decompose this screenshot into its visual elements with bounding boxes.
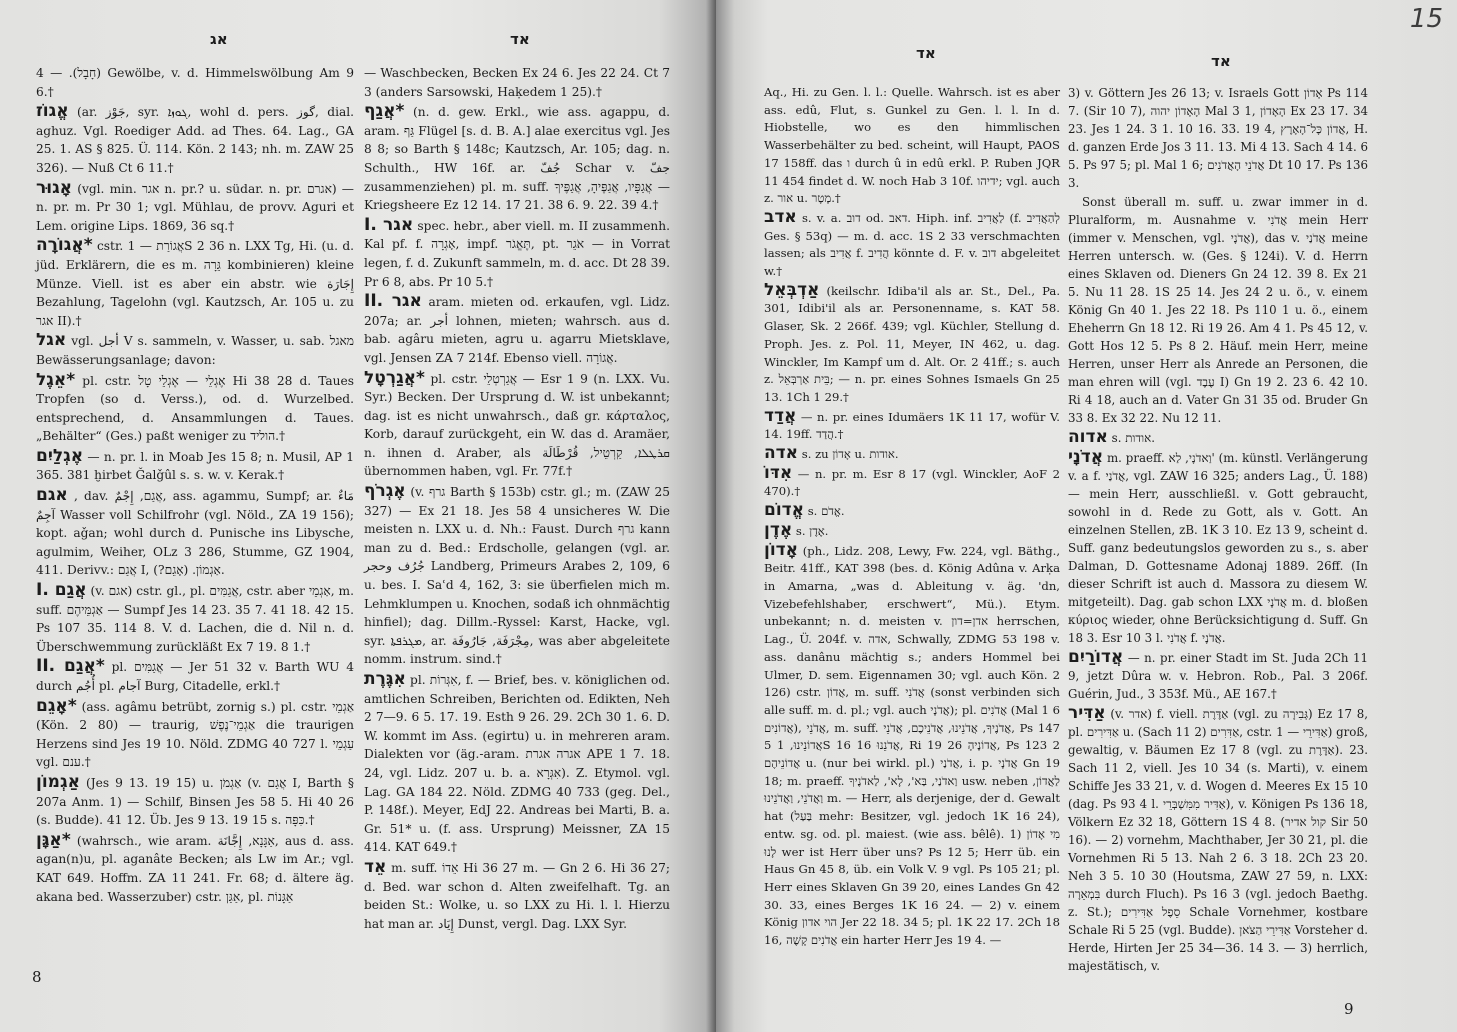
entry-text: — n. pr. eines Idumäers 1K 11 17, wofür V. 14. 19ff. הֲדַד.† xyxy=(764,409,1060,442)
dictionary-entry xyxy=(364,292,670,367)
entry-text: — n. pr. m. Esr 8 17 (vgl. Winckler, AoF 2 470).† xyxy=(764,466,1061,499)
entry-headword: אגם xyxy=(36,485,68,506)
running-head: אד xyxy=(510,30,530,48)
dictionary-entry xyxy=(1068,704,1368,975)
entry-headword: אַדִּיר xyxy=(1068,703,1106,723)
entry-text: — Waschbecken, Becken Ex 24 6. Jes 22 24. Ct 7 3 (anders Sarsowski, Haḳedem 1 25).† xyxy=(364,66,670,99)
entry-headword: אִגֶּרֶת xyxy=(364,669,406,689)
page-number: 9 xyxy=(1344,1000,1354,1018)
dictionary-entry xyxy=(764,462,1061,501)
entry-headword: אֱגוֹז xyxy=(36,101,69,122)
entry-headword: אֱדוֹם xyxy=(764,500,805,521)
dictionary-entry xyxy=(36,447,354,485)
entry-headword: אדוה xyxy=(1068,427,1108,447)
dictionary-entry xyxy=(36,773,354,830)
dictionary-entry xyxy=(1068,193,1368,427)
entry-headword: אֲדַד xyxy=(764,405,797,426)
entry-headword: אֲגַרְטָל* xyxy=(364,367,425,388)
running-head: אד xyxy=(916,44,936,62)
entry-text: (ar. جَوْز, syr. ܓܘܙܐ, wohl d. pers. گوز, dial. aghuz. Vgl. Roediger Add. ad Thes. 64. Lag., GA 25. 1. AS § 825. Ü. 114. Kön. 2 143; nh. m. ZAW 25 326). — Nuß Ct 6 11.† xyxy=(36,105,354,175)
entry-text: s. zu אָדוֹן u. אודות. xyxy=(801,447,899,462)
dictionary-entry xyxy=(36,236,354,330)
entry-text: m. suff. אֵדוֹ Hi 36 27 m. — Gn 2 6. Hi 36 27; d. Bed. war schon d. Alten zweifelhaft. Tg. an beiden St.: Wolke, u. so LXX zu Hi. l. l. Hierzu hat man ar. إِيَاد Dunst, vergl. Dag. LXX Syr. xyxy=(364,860,670,931)
entry-text: (wahrsch., wie aram. אַגָּנָא, إِجَّانَة, aus d. ass. agan(n)u, pl. aganâte Becken; als Lw im Ar.; vgl. KAT 649. Hoffm. ZA 11 241. Fr. 68; d. ältere äg. akana bed. Wasserzuber) cstr. אַגַּן, pl. אַגָּנוֹת xyxy=(36,833,355,904)
dictionary-entry xyxy=(36,102,354,177)
running-head: אג xyxy=(210,30,228,48)
entry-text: s. אֶדֶן. xyxy=(795,523,829,538)
entry-text: s. אודות. xyxy=(1111,431,1155,445)
entry-text: , dav. אֲגַם, إِجْمٌ, ass. agammu, Sumpf; ar. مَاءٌ آجِمٌ Wasser voll Schilfrohr (vgl. Nöld., ZA 19 156); kopt. aǧan; wohl durch d. Punische ins Libysche, agulmim, Weiher, OLz 3 286, Stumme, GZ 1904, 411. Derivv.: אֲגַם I, אַגְמוֹן. (אָגֵם?). xyxy=(36,489,354,578)
entry-headword: אֶדֶן xyxy=(764,519,793,540)
entry-headword: II. אֲגַם* xyxy=(36,656,105,677)
entry-headword: אַגָּן* xyxy=(36,829,71,850)
entry-text: pl. אִגְּרוֹת, f. — Brief, bes. v. königlichen od. amtlichen Schreiben, Berichten od. Edikten, Neh 2 7—9. 6 5. 17. 19. Esth 9 26. 29. 2Ch 30 1. 6. D. W. kommt im Ass. (egirtu) u. in mehreren aram. Dialekten vor (äg.-aram. אגרה אגרת APE 1 7. 18. 24, vgl. Lidz. 207 u. b. a. אִגְּרָא). Z. Etymol. vgl. Lag. GA 184 22. Nöld. ZDMG 40 733 (geg. Del., P. 148f.). Meyer, EdJ 22. Andreas bei Marti, B. a. Gr. 51* u. (f. ass. Ursprung) Meissner, ZA 15 414. KAT 649.† xyxy=(364,673,671,855)
entry-text: 3) v. Göttern Jes 26 13; v. Israels Gott אָדוֹן Ps 114 7. (Sir 10 7), הָאָדוֹן יהוה Mal 3 1, הָאָדוֹן Ex 23 17. 34 23. Jes 1 24. 3 1. 10 16. 33. 19 4, אֲדוֹן כָּל־הָאָרֶץ, H. d. ganzen Erde Jos 3 11. 13. Mi 4 13. Sach 4 14. 6 5. Ps 97 5; pl. Mal 1 6; אֲדֹנֵי הָאֲדֹנִים Dt 10 17. Ps 136 3. xyxy=(1068,86,1368,190)
text-column xyxy=(764,84,1060,951)
entry-headword: אֶגְרֹף xyxy=(364,481,406,502)
dictionary-entry xyxy=(36,581,354,656)
entry-headword: אדה xyxy=(764,443,799,464)
entry-headword: אָגוּר xyxy=(36,177,73,198)
entry-headword: אֲדֹנָי xyxy=(1068,447,1104,467)
entry-text: (vgl. min. אגר n. pr.? u. südar. n. pr. אגרם) — n. pr. m. Pr 30 1; vgl. Mühlau, de provv. Aguri et Lem. origine Lips. 1869, 36 sq.† xyxy=(36,181,354,233)
entry-text: pl. אֲגַמִּים — Jer 51 32 v. Barth WU 4 durch أُجُم pl. آجام Burg, Citadelle, erkl.† xyxy=(36,660,355,693)
dictionary-entry xyxy=(764,502,1060,521)
dictionary-entry xyxy=(36,179,354,236)
text-column xyxy=(36,64,354,907)
dictionary-entry xyxy=(364,102,670,215)
dictionary-entry xyxy=(764,539,1061,950)
dictionary-entry xyxy=(364,369,670,482)
entry-headword: אגל xyxy=(36,330,67,351)
entry-text: (ass. agâmu betrübt, zornig s.) pl. cstr. אַגְמֵי (Kön. 2 80) — traurig, אַגְמֵי־נֶפֶשׁ die traurigen Herzens sind Jes 19 10. Nöld. ZDMG 40 727 l. עַגְמֵי vgl. ענם.† xyxy=(36,699,355,770)
dictionary-entry xyxy=(36,486,354,580)
dictionary-entry xyxy=(364,858,670,933)
entry-text: (n. d. gew. Erkl., wie ass. agappu, d. aram. גַּף Flügel [s. d. B. A.] alae exercitus vgl. Jes 8 8; so Barth § 148c; Kautzsch, Ar. 105; dag. n. Schulth., HW 16f. ar. جُفّ Schar v. جفّ zusammenziehen) pl. m. suff. אֲגַפָּיו, אֲגַפֶּיהָ, אֲגַפֶּיךָ — Kriegsheere Ez 12 14. 17 21. 38 6. 9. 22. 39 4.† xyxy=(364,105,670,213)
dictionary-entry xyxy=(764,279,1060,407)
entry-text: aram. mieten od. erkaufen, vgl. Lidz. 207a; ar. أجر lohnen, mieten; wahrsch. aus d. bab. agâru mieten, agru u. agarru Mietsklave, vgl. Jensen ZA 7 214f. Ebenso viell. אֲגוֹרָה. xyxy=(364,295,671,365)
entry-text: s. אֱדֹם. xyxy=(807,504,845,519)
entry-headword: אֵגֶל* xyxy=(36,369,76,390)
entry-text: s. v. a. דוב od. דאב. Hiph. inf. לַאֲדִיב (f. לְהַאֲדִיב Ges. § 53q) — m. d. acc. 1S 2 33 verschmachten lassen; als אֲדִיב f. הֲדִיב könnte d. F. v. דוב abgeleitet w.† xyxy=(764,210,1060,279)
entry-text: pl. cstr. אֲגַרְטְלֵי — Esr 1 9 (n. LXX. Vu. Syr.) Becken. Der Ursprung d. W. ist unbekannt; dag. ist es nicht unwahrsch., daß gr. κάρταλος, Korb, darauf zurückgeht, ein W. das d. Aramäer, n. ihnen d. Araber, als ܩܪܛܠܐ, קַרְטֵיל, قُرْطَالَة übernommen haben, vgl. Fr. 77f.† xyxy=(364,371,671,479)
entry-headword: אדב xyxy=(764,206,797,227)
entry-headword: I. אֲגַם xyxy=(36,580,87,601)
dictionary-entry xyxy=(764,206,1060,281)
entry-text: m. praeff. וַאדֹנָי, לַא' (m. künstl. Verlängerung v. a f. אֲדֹנַי, vgl. ZAW 16 325; anders Lag., Ü. 188) — mein Herr, ausschließl. v. Gott gebraucht, sowohl in d. Rede zu Gott, als v. Gott. An einzelnen Stellen, zB. 1K 3 10. Ez 13 9, scheint d. Suff. ganz bedeutungslos geworden zu s., s. aber Dalman, D. Gottesname Adonaj 1889. 26ff. (In dieser Schrift ist auch d. Massora zu diesem W. mitgeteilt). Dag. gab schon LXX אֲדֹנָי m. d. bloßen κύριος wieder, ohne Berücksichtigung d. Suff. Gn 18 3. Esr 10 3 l. אֲדֹנִי f. אֲדֹנָי. xyxy=(1068,451,1369,645)
entry-text: (Jes 9 13. 19 15) u. אַגְמֹן (v. אֲגַם I, Barth § 207a Anm. 1) — Schilf, Binsen Jes 58 5. Hi 40 26 (s. Budde). 41 12. Üb. Jes 9 13. 19 15 s. כִּפָּה.† xyxy=(36,775,355,828)
dictionary-entry xyxy=(1068,448,1368,647)
entry-text: pl. cstr. אֶגְלֵי — אֶגְלֵי טָל Hi 38 28 d. Taues Tropfen (so d. Verss.), od. d. Wurzelbed. entsprechend, d. Ansammlungen d. Taues. „Behälter“ (Ges.) paßt weniger zu הוליד.† xyxy=(36,373,355,444)
running-head: אד xyxy=(1211,52,1231,70)
dictionary-entry xyxy=(36,697,354,772)
entry-headword: אֲגַף* xyxy=(364,101,405,122)
dictionary-entry xyxy=(1068,428,1368,447)
entry-text: — n. pr. l. in Moab Jes 15 8; n. Musil, AP 1 365. 381 ḫirbet Ǧalǧûl s. s. w. v. Kerak.† xyxy=(36,449,355,483)
dictionary-entry xyxy=(364,670,670,857)
dictionary-entry xyxy=(36,331,354,369)
entry-headword: אַגְמוֹן xyxy=(36,771,80,792)
dictionary-entry xyxy=(764,84,1060,208)
dictionary-entry xyxy=(764,519,1060,541)
entry-headword: אֲגוֹרָה* xyxy=(36,235,93,256)
entry-headword: אִדּוֹ xyxy=(764,462,793,483)
text-column xyxy=(364,64,670,934)
dictionary-entry xyxy=(36,64,354,101)
entry-text: (v. גרף Barth § 153b) cstr. gl.; m. (ZAW 25 327) — Ex 21 18. Jes 58 4 unsicheres W. Die meisten n. LXX u. d. Nh.: Faust. Durch גרף kann man zu d. Bed.: Erdscholle, gelangen (vgl. ar. جُرُف وحجر Landberg, Primeurs Arabes 2, 109, 6 u. bes. I. Saʿd 4, 162, 3: sie überfielen mich m. Lehmklumpen u. Knochen, sodaß ich ohnmächtig hinfiel); dag. Dillm.-Ryssel: Karst, Hacke, vgl. syr. ܡܓܪܦܬܐ, ar. مِجْرَفَة, جَارُوفَة, was aber abgeleitete nomm. instrum. sind.† xyxy=(364,485,671,667)
entry-text: cstr. אֲגוֹרַת — 1S 2 36 n. LXX Tg, Hi. (u. d. jüd. Erklärern, die es m. גֵּרָה kombinieren) kleine Münze. Viell. ist es aber ein abstr. wie إِجَارَة Bezahlung, Tagelohn (vgl. Kautzsch, Ar. 105 u. zu אגר II).† xyxy=(36,239,355,328)
dictionary-entry xyxy=(364,482,670,669)
dictionary-entry xyxy=(1068,648,1368,703)
entry-headword: אֲדוֹרַיִם xyxy=(1068,647,1124,667)
entry-headword: אַדְבְּאֵל xyxy=(764,279,820,300)
entry-text: Sonst überall m. suff. u. zwar immer in d. Pluralform, m. Ausnahme v. אֲדֹנִי mein Herr (immer v. Menschen, vgl. אֲדֹנָי), das v. אֲדֹנַי meine Herren untersch. w. (Ges. § 124i). V. d. Herrn eines Sklaven od. Dieners Gn 24 12. 39 8. Ex 21 5. Nu 11 28. 1S 25 14. Jes 24 2 u. ö., v. einem König Gn 40 1. Jes 22 18. Ps 110 1 u. ö., einem Eheherrn Gn 18 12. Ri 19 26. Am 4 1. Ps 45 12, v. Gott Hos 12 5. Ps 8 2. Häuf. mein Herr, meine Herren, unser Herr als Anrede an Personen, die man ehren will (vgl. עֶבֶד I) Gn 19 2. 23 6. 42 10. Ri 4 18, auch an d. Vater Gn 31 35 od. Bruder Gn 33 8. Ex 32 22. Nu 12 11. xyxy=(1068,195,1368,425)
entry-headword: אֶגְלַיִם xyxy=(36,445,84,466)
handwritten-annotation: 15 xyxy=(1409,4,1443,34)
entry-headword: אָדוֹן xyxy=(764,539,799,560)
text-column xyxy=(1068,84,1368,976)
dictionary-entry xyxy=(364,64,670,101)
entry-text: vgl. أجل V s. sammeln, v. Wasser, u. sab. מאגל Bewässerungsanlage; davon: xyxy=(36,334,355,367)
page-number: 8 xyxy=(32,968,42,986)
entry-text: (v. אדר) f. viell. אַדֶּרֶת (vgl. zu גְּבִירָה) Ez 17 8, pl. אַדִּירִים u. (Sach 11 2) אַדִּרִים, cstr. אַדִּירֵי — 1) groß, gewaltig, v. Bäumen Ez 17 8 (vgl. zu אַדֶּרֶת). 23. Sach 11 2, viell. Jes 10 34 (s. Marti), v. einem Schiffe Jes 33 21, v. d. Wogen d. Meeres Ex 15 10 (dag. Ps 93 4 l. אַדִּיר מִמִּשְׁבְּרֵי), v. Königen Ps 136 18, Völkern Ez 32 18, Göttern 1S 4 8. (קול אדיר Sir 50 16). — 2) vornehm, Machthaber, Jer 30 21, pl. die Vornehmen Ri 5 13. Nah 2 6. 3 18. 2Ch 23 20. Neh 3 5. 10 30 (Houtsma, ZAW 27 59, n. LXX: בִּמְאֵרָה durch Fluch). Ps 16 3 (vgl. jedoch Baethg. z. St.); סֵפֶל אַדִּירִים Schale Vornehmer, kostbare Schale Ri 5 25 (vgl. Budde). אַדִּירֵי הַצֹּאן Vorsteher d. Herde, Hirten Jer 25 34—36. 14 3. — 3) herrlich, majestätisch, v. xyxy=(1068,707,1369,973)
entry-text: (v. אגם) cstr. gl., pl. אֲגַמִּים, cstr. aber אַגְמֵי, m. suff. אַגְמֵּיהֶם — Sumpf Jes 14 23. 35 7. 41 18. 42 15. Ps 107 35. 114 8. V. d. Lachen, die d. Nil n. d. Überschwemmung zurückläßt Ex 7 19. 8 1.† xyxy=(36,584,355,654)
dictionary-entry xyxy=(36,831,354,906)
dictionary-entry xyxy=(764,445,1060,464)
entry-text: חָבָל). — 4) Gewölbe, v. d. Himmelswölbung Am 9 6.† xyxy=(36,66,355,99)
entry-headword: אֵד xyxy=(364,856,387,877)
entry-text: (ph., Lidz. 208, Lewy, Fw. 224, vgl. Bäthg., Beitr. 41ff., KAT 398 (bes. d. König Adûna v. Arḳa in Amarna, „was d. Ableitung v. äg. 'dn, Vizebefehlshaber, erschwert“, Mü.). Etym. unbekannt; n. d. meisten v. אדן=דון herrschen, Lag., Ü. 204f. v. אדה, Schwally, ZDMG 53 198 v. ass. danânu mächtig s.; anders Hommel bei Ulmer, D. sem. Eigennamen 30; vgl. auch Kön. 2 126) cstr. אֲדוֹן, m. suff. אֲדֹנִי (sonst verbinden sich alle suff. m. d. pl.; vgl. auch אֲדֹנָי); pl. אֲדֹנִים (Mal 1 6 אֲדוֹנִים), אֲדֹנֵי, m. suff. אֲדֹנֶיךָ, אֲדֹנֵינוּ, אֲדֹנֵיכֶם, אֲדֹנֵי, Ps 147 5 אֲדוֹנֵינוּ, 1S 16 16 אֲדֹנֵנוּ, Ri 19 26 אֲדוֹנֶיהָ, Ps 123 2 אֲדוֹנֵיהֶם u. (nur bei wirkl. pl.) אֲדֹנַי, i. p. אֲדֹנָי Gn 19 18; m. praeff. וַאדֹנַי, בַּא', לָא', לַאדֹנֶיךָ usw. neben לַאֲדוֹן, וַאֲדֹנֵי, וַאֲדֹנֵינוּ m. — Herr, als derjenige, der d. Gewalt hat (בַּעַל mehr: Besitzer, vgl. jedoch 1K 16 24), entw. sg. od. pl. maiest. (wie ass. bêlê). 1) מִי אָדוֹן לָנוּ wer ist Herr über uns? Ps 12 5; Herr üb. ein Haus Gn 45 8, üb. ein Volk V. 9 vgl. Ps 105 21; pl. Herr eines Sklaven Gn 39 20, eines Landes Gn 42 30. 33, eines Berges 1K 16 24. — 2) v. einem König הוי אדון Jer 22 18. 34 5; pl. 1K 22 17. 2Ch 18 16, אֲדֹנִים קָשֶׁה ein harter Herr Jes 19 4. — xyxy=(764,543,1061,948)
dictionary-entry xyxy=(36,371,354,446)
entry-headword: II. אגר xyxy=(364,291,422,312)
left-page xyxy=(0,0,716,1032)
entry-headword: אָגֵם* xyxy=(36,695,77,716)
entry-text: Aq., Hi. zu Gen. l. l.: Quelle. Wahrsch. ist es aber ass. edû, Flut, s. Gunkel zu Gen. l. l. In d. Hiobstelle, wo es den himmlischen Wasserbehälter zu bed. scheint, will Haupt, PAOS 17 158ff. das ו durch û in edû erkl. P. Ruben JQR 11 454 findet d. W. noch Hab 3 10f. ידיהו; vgl. auch z. אור u. מָטָר.† xyxy=(764,85,1060,206)
entry-headword: I. אגר xyxy=(364,214,414,235)
dictionary-entry xyxy=(364,216,670,291)
dictionary-entry xyxy=(36,657,354,695)
dictionary-entry xyxy=(764,405,1060,444)
entry-text: (keilschr. Idiba'il als ar. St., Del., Pa. 301, Idibi'il als ar. Personenname, s. KAT 58. Glaser, Sk. 2 266f. 439; vgl. Küchler, Stellung d. Proph. Jes. z. Pol. 11, Meyer, IN 462, u. dag. Winckler, Im Kampf um d. Alt. Or. 2 41ff.; s. auch z. בֵּית אַרְבְּאֵל; — n. pr. eines Sohnes Ismaels Gn 25 13. 1Ch 1 29.† xyxy=(764,283,1060,404)
right-page xyxy=(716,0,1457,1032)
entry-text: — n. pr. einer Stadt im St. Juda 2Ch 11 9, jetzt Dûra w. v. Hebron. Rob., Pal. 3 206f. Guérin, Jud., 3 353f. Mü., AE 167.† xyxy=(1068,651,1369,701)
dictionary-entry xyxy=(1068,84,1368,192)
entry-text: spec. hebr., aber viell. m. II zusammenh. Kal pf. f. אָגְרָה, impf. תֶּאֱגֹר, pt. אֹגֵר — in Vorrat legen, f. d. Zukunft sammeln, m. d. acc. Dt 28 39. Pr 6 8, abs. Pr 10 5.† xyxy=(364,218,670,289)
